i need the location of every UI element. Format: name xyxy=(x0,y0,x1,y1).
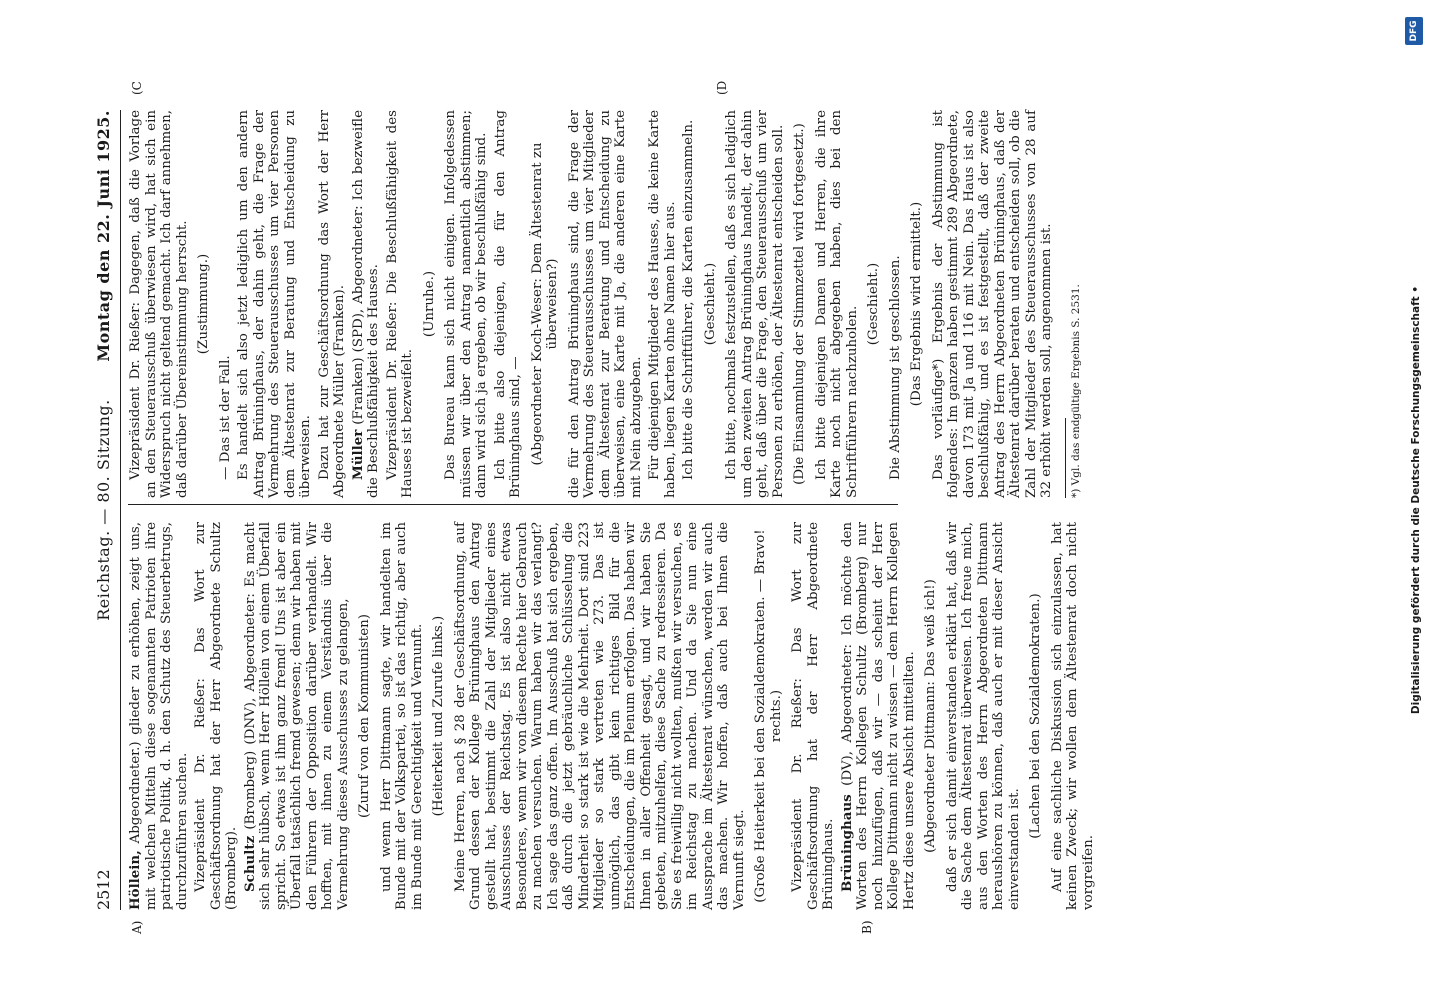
interjection xyxy=(530,110,561,498)
paragraph-text: Dazu hat zur Geschäftsordnung das Wort der Herr Abgeordnete Müller (Franken). xyxy=(316,110,347,498)
session-title: Reichstag. — 80. Sitzung. xyxy=(94,399,113,621)
footnote: *) Vgl. das endgültige Ergebnis S. 2531. xyxy=(1069,284,1082,498)
paragraph xyxy=(567,110,645,498)
paragraph xyxy=(379,522,426,910)
paragraph-text: (Zustimmung.) xyxy=(196,253,211,355)
paragraph-text: Vizepräsident Dr. Rießer: Dagegen, daß die Vorlage an den Steuerausschuß überwiesen wird, hat sich ein Widerspruch nicht geltend gemacht. Ich darf annehmen, daß darüber Übereinstimmung herrscht. xyxy=(128,110,190,498)
paragraph-text: (Abgeordneter Koch-Weser: Dem Ältestenrat zu überweisen?) xyxy=(529,142,560,466)
interjection xyxy=(431,522,447,910)
paragraph xyxy=(493,110,524,498)
paragraph xyxy=(681,110,697,498)
paragraph-text: (Lachen bei den Sozialdemokraten.) xyxy=(1028,593,1043,839)
paragraph-text: (Bromberg) (DNV), Abgeordneter: Es macht sich sehr hübsch, wenn Herr Höllein von einem Überfall spricht. So etwas ist ihm ganz fremd! Uns ist aber ein Überfall tatsächlich fremd gewesen; denn wir haben mit den Führern der Opposition darüber verhandelt. Wir hofften, mit ihnen zu einem Verständnis über die Vermehrung dieses Ausschusses zu gelangen, xyxy=(242,522,351,910)
paragraph xyxy=(128,110,190,498)
margin-letter-c: (C xyxy=(130,81,144,95)
paragraph-text: Ich bitte diejenigen Damen und Herren, die ihre Karte noch nicht abgegeben haben, dies bei den Schriftführern nachzuholen. xyxy=(813,110,860,498)
paragraph-text: Die Abstimmung ist geschlossen. xyxy=(887,255,903,480)
paragraph xyxy=(1050,522,1097,910)
interjection xyxy=(703,110,719,498)
paragraph xyxy=(236,110,314,498)
interjection xyxy=(196,110,212,498)
paragraph xyxy=(317,110,348,498)
paragraph-text: Auf eine sachliche Diskussion sich einzulassen, hat keinen Zweck; wir wollen dem Ältestenrat doch nicht vorgreifen. xyxy=(1049,522,1096,910)
paragraph-text: Für diejenigen Mitglieder des Hauses, die keine Karte haben, liegen Karten ohne Namen hier aus. xyxy=(647,110,678,498)
right-column xyxy=(128,110,1083,498)
paragraph-text: (Franken) (SPD), Abgeordneter: Ich bezweifle die Beschlußfähigkeit des Hauses. xyxy=(350,110,381,498)
paragraph-text: (Die Einsammlung der Stimmzettel wird fortgesetzt.) xyxy=(792,123,807,485)
margin-letter-d: (D xyxy=(715,80,729,95)
interjection xyxy=(792,110,808,498)
margin-letter-a: A) xyxy=(130,920,144,934)
page-header xyxy=(90,110,121,910)
paragraph xyxy=(814,110,861,498)
speaker-name: Brüninghaus xyxy=(838,794,855,892)
paragraph-text: (Heiterkeit und Zurufe links.) xyxy=(431,615,446,817)
paragraph-text: (Zuruf von den Kommunisten) xyxy=(357,614,372,818)
paragraph xyxy=(888,110,904,498)
paragraph xyxy=(647,110,678,498)
paragraph-text: (Geschieht.) xyxy=(702,262,718,346)
interjection xyxy=(753,522,784,910)
paragraph-text: Das vorläufige*) Ergebnis der Abstimmung ist folgendes: Im ganzen haben gestimmt 289 Abgeordnete, davon 173 mit Ja und 116 mit Nein. Das Haus ist also beschlußfähig, und es ist festgestellt, daß der zweite Antrag des Herrn Abgeordneten Brüninghaus, daß der Ältestenrat darüber beraten und entscheiden soll, ob die Zahl der Mitglieder des Steuerausschusses von 28 auf 32 erhöht werden soll, angenommen ist. xyxy=(930,110,1054,498)
paragraph xyxy=(128,522,190,910)
interjection xyxy=(923,522,939,910)
speaker-name: Müller xyxy=(349,429,366,480)
paragraph xyxy=(243,522,352,910)
paragraph xyxy=(385,110,416,498)
margin-letter-b: B) xyxy=(860,920,874,934)
paragraph xyxy=(790,522,837,910)
page-number: 2512 xyxy=(94,869,113,910)
paragraph xyxy=(443,110,490,498)
paragraph-text: und wenn Herr Dittmann sagte, wir handelten im Bunde mit der Volkspartei, so ist das richtig, aber auch im Bunde mit Gerechtigkeit und Vernunft. xyxy=(378,522,425,910)
paragraph-text: daß er sich damit einverstanden erklärt hat, daß wir die Sache dem Ältestenrat überweisen. Ich freue mich, aus den Worten des Herrn Abgeordneten Dittmann heraushören zu können, daß auch er mit dieser Ansicht einverstanden ist. xyxy=(944,522,1022,910)
paragraph-text: Ich bitte also diejenigen, die für den Antrag Brüninghaus sind, — xyxy=(492,110,523,498)
paragraph-text: Vizepräsident Dr. Rießer: Die Beschlußfähigkeit des Hauses ist bezweifelt. xyxy=(384,110,415,498)
paragraph xyxy=(931,110,1055,498)
footnote-rule xyxy=(1065,418,1066,498)
left-column xyxy=(128,522,1099,910)
paragraph-text: Es handelt sich also jetzt lediglich um den andern Antrag Brüninghaus, der dahin geht, die Frage der Vermehrung des Steuerausschusses um vier Personen dem Ältestenrat zur Beratung und Entscheidung zu überweisen. xyxy=(236,110,313,498)
paragraph xyxy=(840,522,918,910)
paragraph-text: (Große Heiterkeit bei den Sozialdemokraten. — Bravo! rechts.) xyxy=(753,529,784,903)
interjection xyxy=(357,522,373,910)
interjection xyxy=(422,110,438,498)
paragraph xyxy=(724,110,786,498)
paragraph xyxy=(945,522,1023,910)
interjection xyxy=(1028,522,1044,910)
paragraph xyxy=(351,110,382,498)
paragraph xyxy=(453,522,748,910)
paragraph-text: Das Bureau kann sich nicht einigen. Infolgedessen müssen wir über den Antrag namentlich abstimmen; dann wird sich ja ergeben, ob wir beschlußfähig sind. xyxy=(443,110,489,498)
paragraph-text: (Geschieht.) xyxy=(866,262,881,346)
session-date: Montag den 22. Juni 1925. xyxy=(94,110,113,362)
paragraph-text: — Das ist der Fall. xyxy=(217,355,233,480)
paragraph-text: (Das Ergebnis wird ermittelt.) xyxy=(909,201,924,407)
column-divider xyxy=(128,504,898,505)
paragraph-text: Ich bitte, nochmals festzustellen, daß es sich lediglich um den zweiten Antrag Brüninghaus handelt, der dahin geht, daß über die Frage, den Steuerausschuß um vier Personen zu erhöhen, der Ältestenrat entscheiden soll. xyxy=(724,110,786,498)
paragraph-text: Abgeordneter.) glieder zu erhöhen, zeigt uns, mit welchen Mitteln diese sogenannten Patrioten ihre patriotische Politik, d. h. den Schutz des Steuerbetrugs, durchzuführen suchen. xyxy=(128,522,190,910)
paragraph-text: (Abgeordneter Dittmann: Das weiß ich!) xyxy=(923,579,938,853)
speaker-name: Höllein, xyxy=(127,850,143,910)
dfg-logo: DFG xyxy=(1405,17,1423,45)
paragraph xyxy=(218,110,234,498)
paragraph-text: Meine Herren, nach § 28 der Geschäftsordnung, auf Grund dessen der Kollege Brüninghaus den Antrag gestellt hat, bestimmt die Zahl der Mitglieder eines Ausschusses der Reichstag. Es ist also nicht etwas Besonderes, wenn wir von diesem Rechte hier Gebrauch zu machen versuchen. Warum haben wir das verlangt? Ich sage das ganz offen. Im Ausschuß hat sich ergeben, daß durch die jetzt gebräuchliche Schlüsselung die Minderheit so stark ist wie die Mehrheit. Dort sind 223 Mitglieder so stark vertreten wie 273. Das ist unmöglich, das gibt kein richtiges Bild für die Entscheidungen, die im Plenum erfolgen. Das haben wir Ihnen in aller Offenheit gesagt, und wir haben Sie gebeten, mitzuhelfen, diese Sache zu redressieren. Da Sie es freiwillig nicht wollten, mußten wir versuchen, es im Reichstag zu machen. Und da Sie nun eine Aussprache im Ältestenrat wünschen, werden wir auch das machen. Wir hoffen, daß auch bei Ihnen die Vernunft siegt. xyxy=(452,522,747,910)
paragraph-text: (Unruhe.) xyxy=(421,270,437,338)
interjection xyxy=(909,110,925,498)
paragraph-text: die für den Antrag Brüninghaus sind, die Frage der Vermehrung des Steuerausschusses um vier Mitglieder dem Ältestenrat zur Beratung und Entscheidung zu überweisen, eine Karte mit Ja, die anderen eine Karte mit Nein abzugeben. xyxy=(566,110,644,498)
digitization-stamp: Digitalisierung gefördert durch die Deutsche Forschungsgemeinschaft • xyxy=(1410,285,1422,715)
paragraph-text: Vizepräsident Dr. Rießer: Das Wort zur Geschäftsordnung hat der Herr Abgeordnete Schultz (Bromberg). xyxy=(193,522,239,910)
interjection xyxy=(866,110,882,498)
paragraph-text: Ich bitte die Schriftführer, die Karten einzusammeln. xyxy=(681,119,696,480)
speaker-name: Schultz xyxy=(241,835,258,892)
paragraph-text: (DV), Abgeordneter: Ich möchte den Worten des Herrn Kollegen Schultz (Bromberg) nur noch hinzufügen, daß wir — das scheint der Herr Kollege Dittmann nicht zu wissen — dem Herrn Kollegen Hertz diese unsere Absicht mitteilten. xyxy=(839,522,917,910)
paragraph xyxy=(193,522,240,910)
paragraph-text: Vizepräsident Dr. Rießer: Das Wort zur Geschäftsordnung hat der Herr Abgeordnete Brüninghaus. xyxy=(790,522,836,910)
